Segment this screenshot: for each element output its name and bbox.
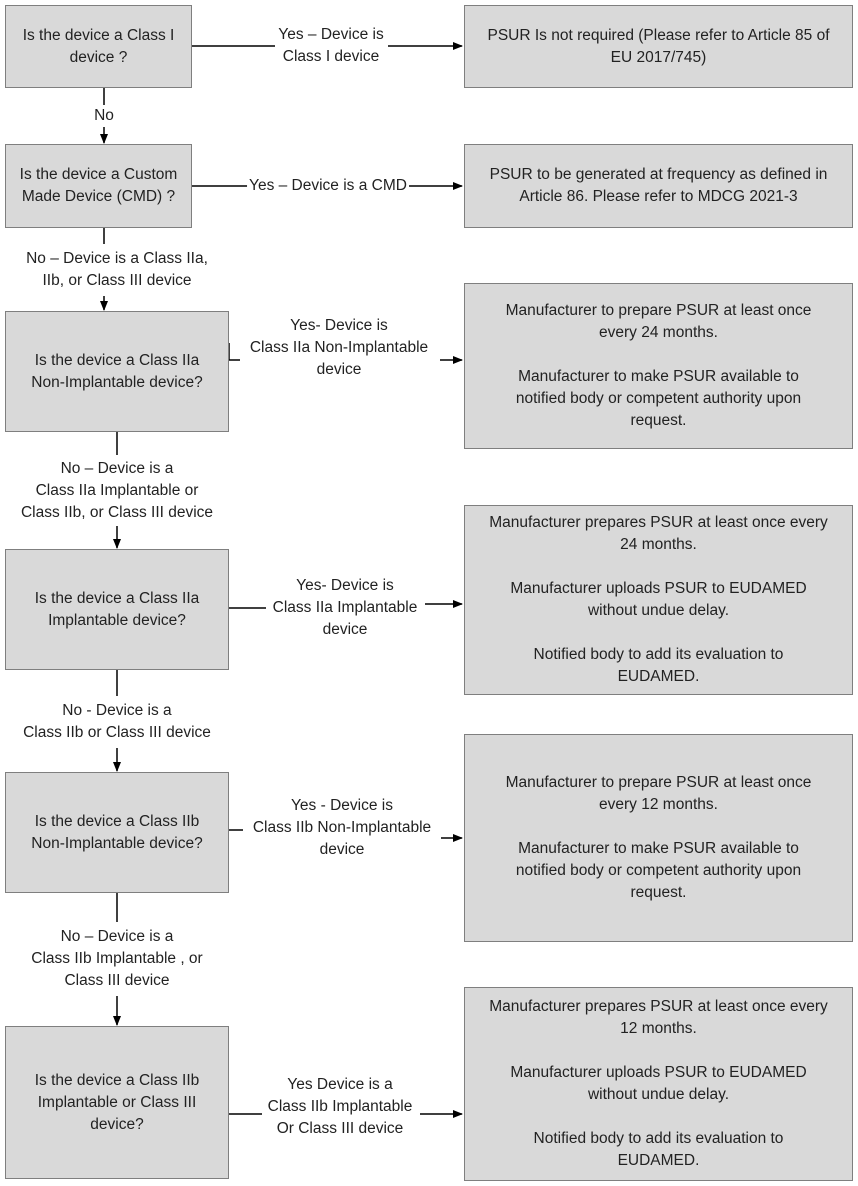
outcome-line: 24 months. bbox=[620, 536, 697, 553]
label-line: device bbox=[319, 841, 365, 858]
yes-label-class-iib-non-implantable bbox=[251, 795, 433, 861]
outcome-line: every 24 months. bbox=[599, 324, 718, 341]
outcome-line: PSUR to be generated at frequency as defined in bbox=[489, 166, 828, 183]
label-line: Yes – Device is bbox=[278, 26, 384, 43]
label-line: Class IIb Non-Implantable bbox=[252, 819, 432, 836]
outcome-psur-not-required bbox=[464, 5, 853, 88]
label-line: Class IIb Implantable bbox=[267, 1098, 413, 1115]
label-line: Class IIb Implantable , or bbox=[31, 950, 203, 967]
label-line: Class IIb, or Class III device bbox=[20, 504, 214, 521]
label-line: Yes – Device is a CMD bbox=[249, 177, 407, 194]
no-label-5 bbox=[29, 926, 204, 992]
decision-class-iib-non-implantable bbox=[5, 772, 229, 893]
outcome-line: Manufacturer to prepare PSUR at least once bbox=[505, 774, 812, 791]
label-line: Yes Device is a bbox=[287, 1076, 393, 1093]
outcome-iia-implantable bbox=[464, 505, 853, 695]
label-line: Class IIa Implantable or bbox=[35, 482, 199, 499]
outcome-line: notified body or competent authority upon bbox=[515, 862, 802, 879]
label-line: Class III device bbox=[64, 972, 170, 989]
outcome-line: notified body or competent authority upon bbox=[515, 390, 802, 407]
decision-line: Made Device (CMD) ? bbox=[21, 188, 176, 205]
outcome-line: 12 months. bbox=[620, 1020, 697, 1037]
decision-line: device? bbox=[90, 1115, 144, 1133]
decision-line: Implantable device? bbox=[48, 611, 186, 629]
yes-label-class-iia-non-implantable bbox=[248, 315, 430, 381]
outcome-line: Manufacturer to make PSUR available to bbox=[518, 368, 799, 385]
no-label-1 bbox=[92, 105, 116, 127]
outcome-line: EUDAMED. bbox=[617, 668, 700, 685]
label-line: Class I device bbox=[282, 48, 380, 65]
outcome-line: every 12 months. bbox=[599, 796, 718, 813]
decision-class-iia-implantable bbox=[5, 549, 229, 670]
yes-label-class-i bbox=[276, 24, 385, 68]
yes-label-cmd bbox=[247, 175, 409, 197]
outcome-line: without undue delay. bbox=[587, 1086, 730, 1103]
label-line: Yes- Device is bbox=[290, 317, 388, 334]
label-line: No – Device is a bbox=[60, 460, 174, 477]
decision-line: Is the device a Custom bbox=[19, 166, 178, 183]
outcome-line: PSUR Is not required (Please refer to Article 85 of bbox=[487, 26, 830, 44]
outcome-line: Manufacturer to prepare PSUR at least once bbox=[505, 302, 812, 319]
decision-line: device ? bbox=[69, 48, 128, 66]
outcome-line: Notified body to add its evaluation to bbox=[533, 646, 784, 663]
decision-class-i bbox=[5, 5, 192, 88]
yes-label-class-iib-implantable-or-iii bbox=[266, 1074, 415, 1140]
decision-line: Is the device a Class IIa bbox=[34, 589, 200, 607]
decision-line: Is the device a Class IIb bbox=[34, 1071, 200, 1089]
outcome-iib-implantable-or-iii bbox=[464, 987, 853, 1181]
label-line: No bbox=[94, 107, 114, 124]
decision-class-iib-implantable-or-iii bbox=[5, 1026, 229, 1179]
outcome-line: Manufacturer uploads PSUR to EUDAMED bbox=[510, 580, 807, 597]
outcome-line: Notified body to add its evaluation to bbox=[533, 1130, 784, 1147]
outcome-line: Manufacturer prepares PSUR at least once every bbox=[489, 998, 828, 1015]
outcome-line: EUDAMED. bbox=[617, 1152, 700, 1169]
outcome-line: request. bbox=[630, 412, 687, 429]
no-label-2 bbox=[24, 248, 210, 292]
outcome-line: Manufacturer uploads PSUR to EUDAMED bbox=[510, 1064, 807, 1081]
decision-class-iia-non-implantable bbox=[5, 311, 229, 432]
label-line: Yes- Device is bbox=[296, 577, 394, 594]
outcome-line: EU 2017/745) bbox=[610, 48, 707, 66]
label-line: Yes - Device is bbox=[291, 797, 393, 814]
label-line: Class IIb or Class III device bbox=[23, 724, 211, 741]
label-line: No - Device is a bbox=[62, 702, 172, 719]
outcome-line: Manufacturer prepares PSUR at least once every bbox=[489, 514, 828, 531]
label-line: Or Class III device bbox=[276, 1120, 404, 1137]
label-line: No – Device is a Class IIa, bbox=[26, 250, 208, 267]
label-line: Class IIa Implantable bbox=[272, 599, 418, 616]
label-line: No – Device is a bbox=[60, 928, 174, 945]
yes-label-class-iia-implantable bbox=[271, 575, 420, 641]
label-line: device bbox=[322, 621, 368, 638]
outcome-line: without undue delay. bbox=[587, 602, 730, 619]
label-line: Class IIa Non-Implantable bbox=[249, 339, 429, 356]
decision-line: Non-Implantable device? bbox=[31, 373, 203, 391]
decision-line: Is the device a Class IIb bbox=[34, 812, 200, 830]
no-label-4 bbox=[21, 700, 213, 744]
decision-custom-made-device bbox=[5, 144, 192, 228]
no-label-3 bbox=[19, 458, 215, 524]
label-line: IIb, or Class III device bbox=[42, 272, 192, 289]
outcome-line: Manufacturer to make PSUR available to bbox=[518, 840, 799, 857]
decision-line: Non-Implantable device? bbox=[31, 834, 203, 852]
outcome-iia-non-implantable bbox=[464, 283, 853, 449]
outcome-line: Article 86. Please refer to MDCG 2021-3 bbox=[519, 188, 798, 205]
outcome-cmd-frequency bbox=[464, 144, 853, 228]
decision-line: Is the device a Class I bbox=[22, 26, 175, 44]
decision-line: Implantable or Class III bbox=[37, 1093, 197, 1111]
label-line: device bbox=[316, 361, 362, 378]
decision-line: Is the device a Class IIa bbox=[34, 351, 200, 369]
outcome-iib-non-implantable bbox=[464, 734, 853, 942]
outcome-line: request. bbox=[630, 884, 687, 901]
